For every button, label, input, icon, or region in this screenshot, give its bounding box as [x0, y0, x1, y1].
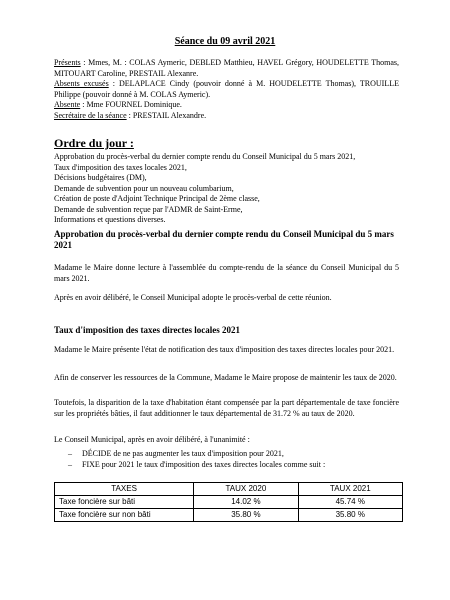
column-header: TAUX 2021: [298, 483, 402, 496]
table-header-row: [55, 483, 403, 496]
bullet-item: [68, 460, 398, 471]
tax-rate-table: [54, 482, 403, 522]
attendance-block: [54, 58, 399, 121]
dash-bullet-icon: –: [68, 449, 72, 458]
agenda-item: Décisions budgétaires (DM),: [54, 173, 147, 182]
secretaire-text: : PRESTAIL Alexandre.: [126, 110, 207, 120]
excuses-label: Absents excusés: [54, 79, 109, 88]
absente-text: : Mme FOURNEL Dominique.: [80, 100, 182, 109]
presents-label: Présents: [54, 58, 81, 67]
paragraph: Afin de conserver les ressources de la Commune, Madame le Maire propose de maintenir les taux de 2020.: [54, 373, 397, 382]
table-cell: 35.80 %: [298, 509, 402, 522]
paragraph: Après en avoir délibéré, le Conseil Municipal adopte le procès-verbal de cette réunion.: [54, 293, 332, 302]
agenda-item: Demande de subvention pour un nouveau columbarium,: [54, 183, 234, 193]
table-cell: Taxe foncière sur bâti: [55, 496, 194, 509]
agenda-list: [54, 152, 399, 226]
agenda-item: Demande de subvention reçue par l'ADMR de Saint-Erme,: [54, 204, 243, 214]
section-heading-taux: Taux d'imposition des taxes directes locales 2021: [54, 325, 241, 335]
agenda-item: Création de poste d'Adjoint Technique Principal de 2ème classe,: [54, 194, 260, 203]
table-cell: 14.02 %: [194, 496, 298, 509]
paragraph: Madame le Maire présente l'état de notification des taux d'imposition des taxes directes locales pour 2021.: [54, 345, 395, 354]
excuses-text: : DELAPLACE Cindy (pouvoir donné à M. HOUDELETTE Thomas), TROUILLE Philippe (pouvoir donné à M. COLAS Aymeric).: [54, 79, 400, 99]
column-header: TAUX 2020: [194, 483, 298, 496]
document-title: Séance du 09 avril 2021: [174, 36, 276, 47]
agenda-item: Approbation du procès-verbal du dernier compte rendu du Conseil Municipal du 5 mars 2021,: [54, 152, 356, 161]
absente-label: Absente: [54, 100, 81, 109]
agenda-item: Informations et questions diverses.: [54, 215, 166, 224]
paragraph: Le Conseil Municipal, après en avoir délibéré, à l'unanimité :: [54, 435, 250, 444]
table-cell: 45.74 %: [298, 496, 402, 509]
secretaire-label: Secrétaire de la séance: [54, 110, 127, 120]
paragraph: Toutefois, la disparition de la taxe d'habitation étant compensée par la part départementale de taxe foncière sur les propriétés bâties, il faut additionner le taux départemental de 31.72 % au taux de 2020.: [54, 398, 399, 418]
table-cell: 35.80 %: [194, 509, 298, 522]
agenda-item: Taux d'imposition des taxes locales 2021,: [54, 162, 187, 172]
table-row: [55, 509, 403, 522]
bullet-text: DÉCIDE de ne pas augmenter les taux d'imposition pour 2021,: [82, 449, 284, 458]
table-cell: Taxe foncière sur non bâti: [55, 509, 194, 522]
bullet-item: [68, 449, 398, 460]
paragraph: Madame le Maire donne lecture à l'assemblée du compte-rendu de la séance du Conseil Municipal du 5 mars 2021.: [54, 263, 399, 283]
column-header: TAXES: [55, 483, 194, 496]
ordre-du-jour-heading: Ordre du jour :: [54, 136, 134, 150]
presents-text: : Mmes, M. : COLAS Aymeric, DEBLED Matthieu, HAVEL Grégory, HOUDELETTE Thomas, MITOUART Caroline, PRESTAIL Alexanre.: [54, 58, 399, 78]
bullet-text: FIXE pour 2021 le taux d'imposition des taxes directes locales comme suit :: [82, 459, 326, 469]
table-row: [55, 496, 403, 509]
decision-bullets: [68, 449, 398, 470]
dash-bullet-icon: –: [68, 459, 72, 469]
section-heading-proces-verbal: Approbation du procès-verbal du dernier compte rendu du Conseil Municipal du 5 mars 2021: [54, 229, 394, 250]
